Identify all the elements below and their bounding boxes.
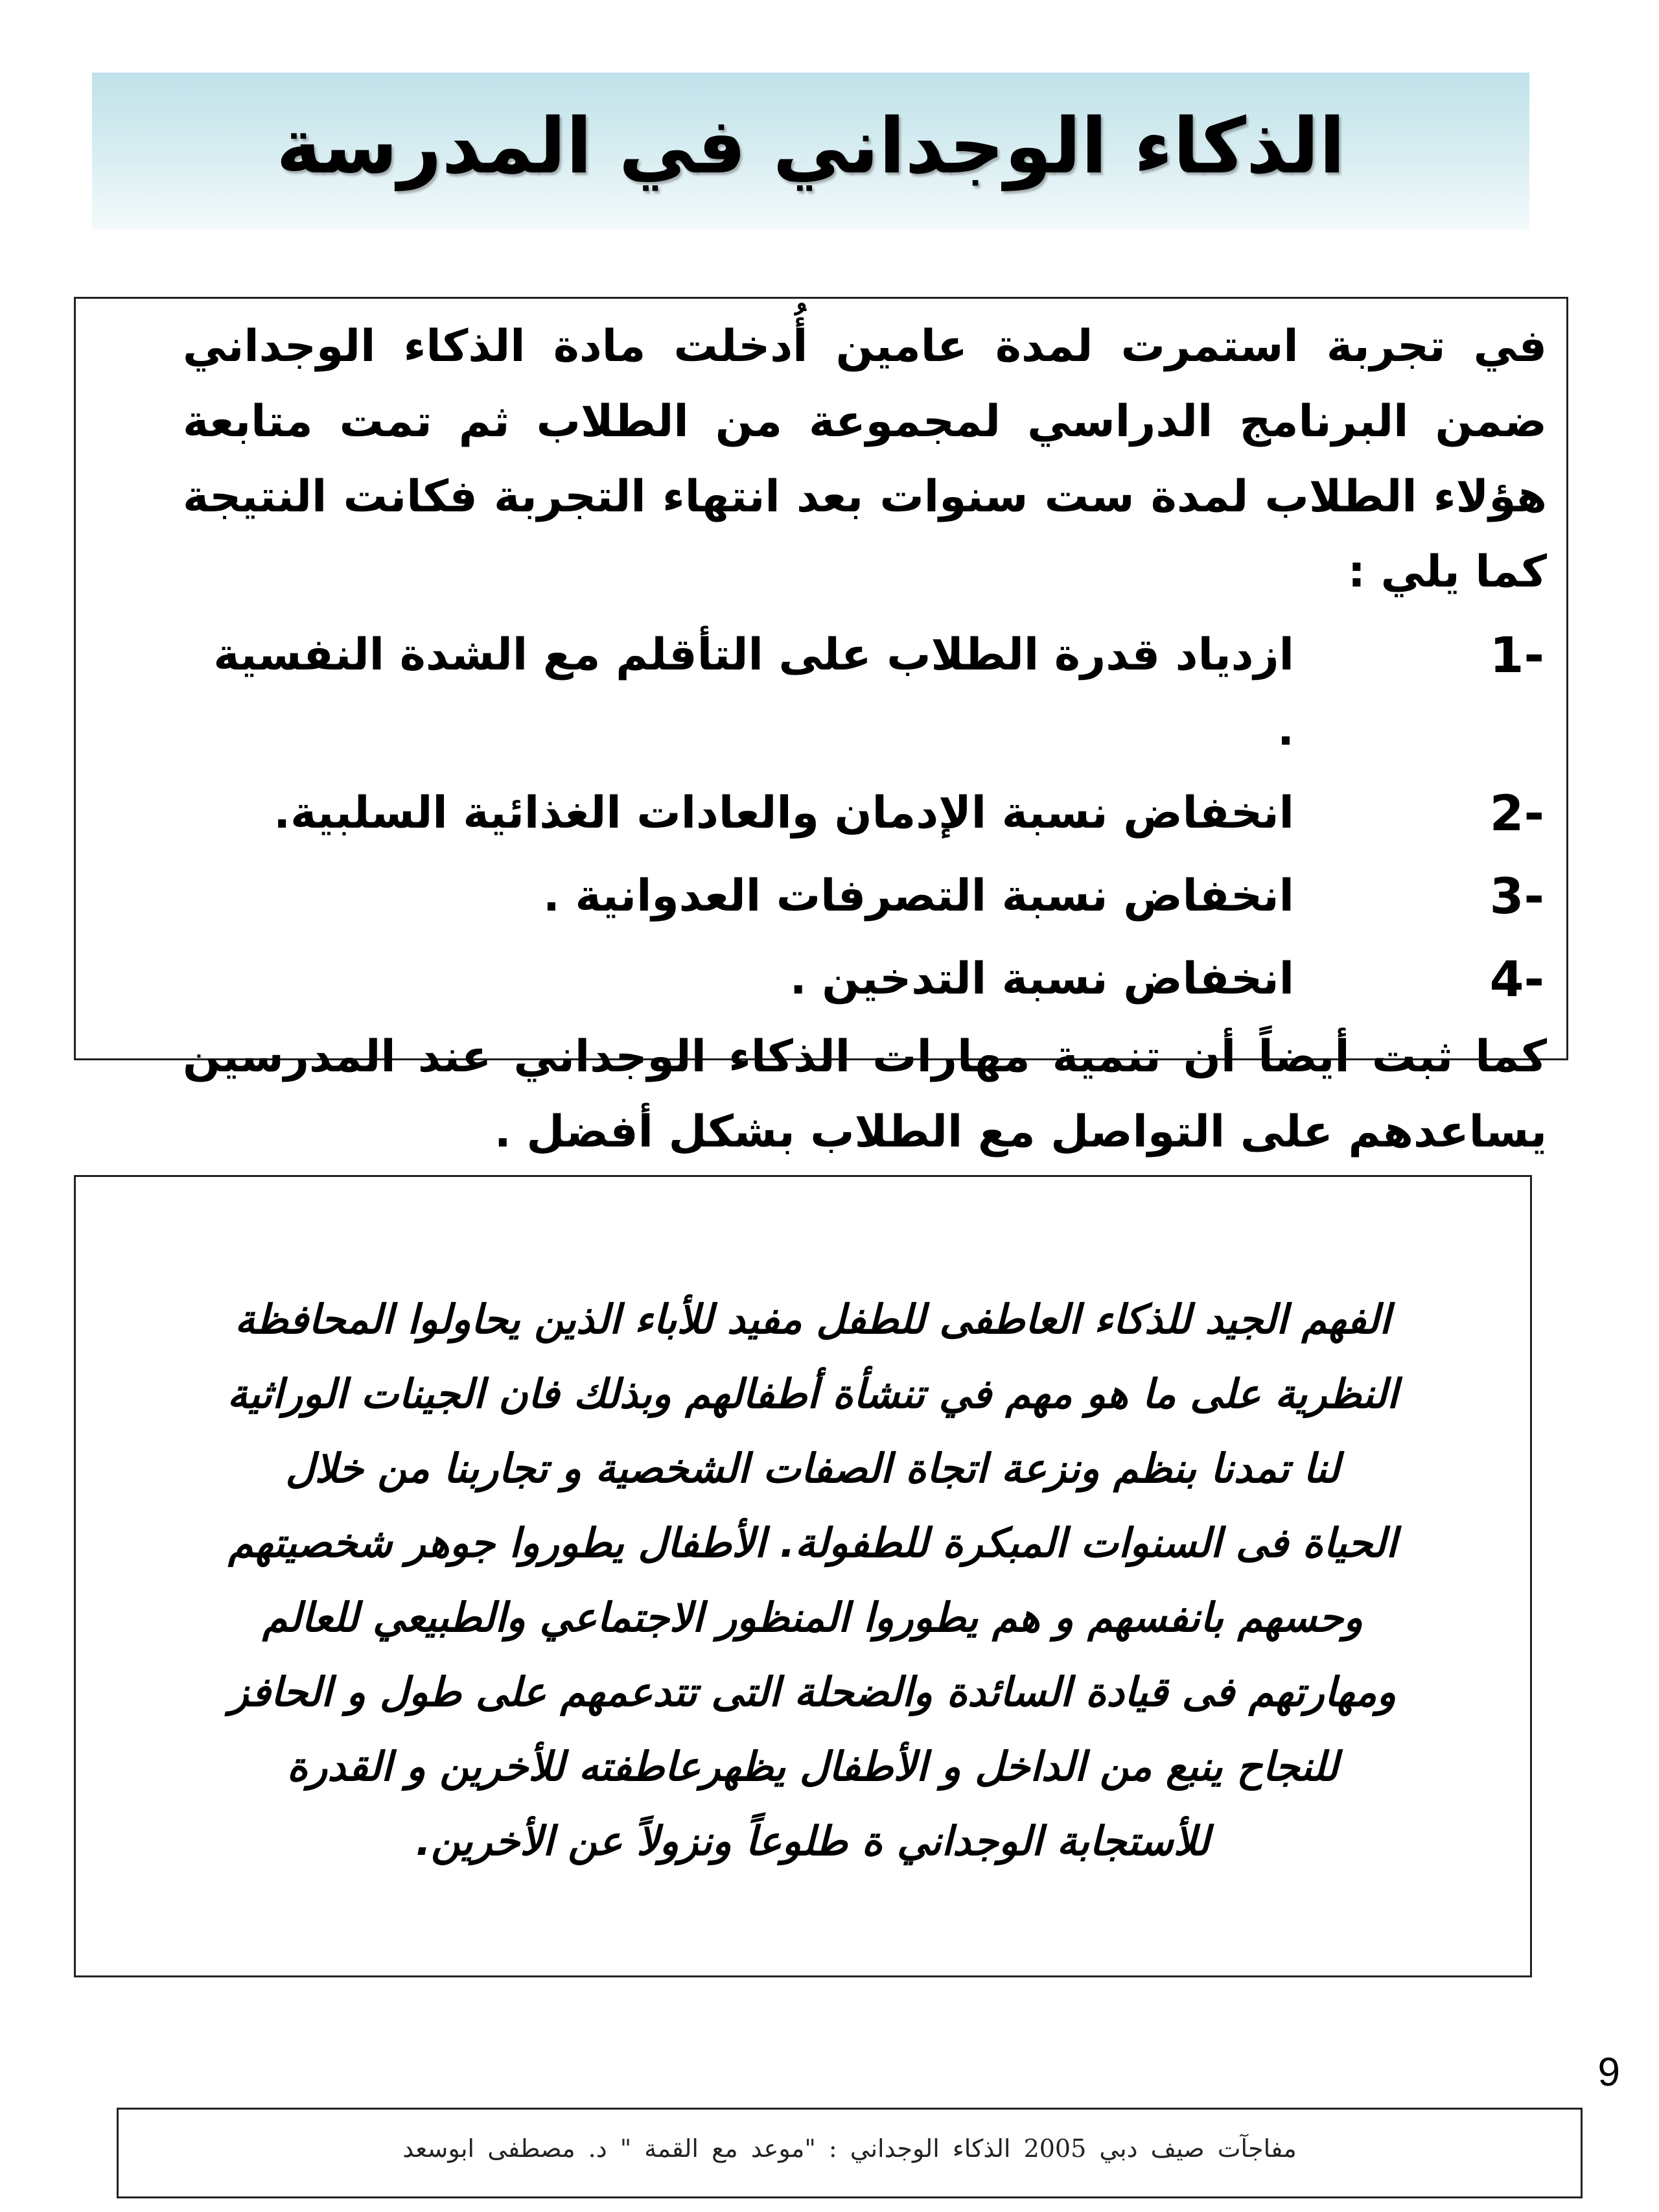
text-line: لنا تمدنا بنظم ونزعة اتجاة الصفات الشخصية و تجاربنا من خلال <box>285 1445 1340 1492</box>
page-number: 9 <box>1597 2050 1620 2095</box>
footer-box <box>117 2108 1583 2198</box>
result-item <box>183 859 1547 934</box>
result-number: 4- <box>1489 950 1544 1008</box>
text-line: النظرية على ما هو مهم في تنشأة أطفالهم وبذلك فان الجينات الوراثية <box>227 1370 1398 1417</box>
text-line: الحياة فى السنوات المبكرة للطفولة. الأطفال يطوروا جوهر شخصيتهم <box>228 1519 1397 1566</box>
title-banner <box>92 73 1529 229</box>
text-line: الفهم الجيد للذكاء العاطفى للطفل مفيد للأباء الذين يحاولوا المحافظة <box>235 1296 1391 1343</box>
text-line: للأستجابة الوجداني ة طلوعاً ونزولاً عن الأخرين. <box>415 1817 1210 1865</box>
text-line: للنجاح ينبع من الداخل و الأطفال يظهرعاطفته للأخرين و القدرة <box>286 1743 1339 1790</box>
emotional-intelligence-text <box>115 1282 1511 1878</box>
experiment-conclusion: كما ثبت أيضاً أن تنمية مهارات الذكاء الوجداني عند المدرسين يساعدهم على التواصل مع الطلاب بشكل أفضل . <box>183 1031 1547 1158</box>
result-text: ازدياد قدرة الطلاب على التأقلم مع الشدة النفسية . <box>213 629 1294 756</box>
text-line: وحسهم بانفسهم و هم يطوروا المنظور الاجتماعي والطبيعي للعالم <box>262 1594 1363 1641</box>
experiment-content <box>183 309 1547 1170</box>
footer-text: مفاجآت صيف دبي 2005 الذكاء الوجداني : "موعد مع القمة " د. مصطفى ابوسعد <box>402 2134 1297 2163</box>
page-title: الذكاء الوجداني في المدرسة <box>276 101 1345 191</box>
result-item <box>183 942 1547 1017</box>
emotional-intelligence-box <box>74 1175 1532 1977</box>
text-line: ومهارتهم فى قيادة السائدة والضحلة التى تتدعمهم على طول و الحافز <box>229 1668 1397 1716</box>
experiment-box <box>74 297 1568 1158</box>
result-item <box>183 776 1547 851</box>
result-text: انخفاض نسبة الإدمان والعادات الغذائية السلبية. <box>273 787 1294 839</box>
experiment-intro: في تجربة استمرت لمدة عامين أُدخلت مادة الذكاء الوجداني ضمن البرنامج الدراسي لمجموعة من الطلاب ثم تمت متابعة هؤلاء الطلاب لمدة ست سنوات بعد انتهاء التجربة فكانت النتيجة كما يلي : <box>183 321 1547 598</box>
result-number: 1- <box>1489 626 1544 684</box>
result-number: 3- <box>1489 867 1544 925</box>
result-item <box>183 618 1547 768</box>
result-text: انخفاض نسبة التصرفات العدوانية . <box>543 870 1294 922</box>
result-number: 2- <box>1489 784 1544 842</box>
result-text: انخفاض نسبة التدخين . <box>789 953 1294 1005</box>
